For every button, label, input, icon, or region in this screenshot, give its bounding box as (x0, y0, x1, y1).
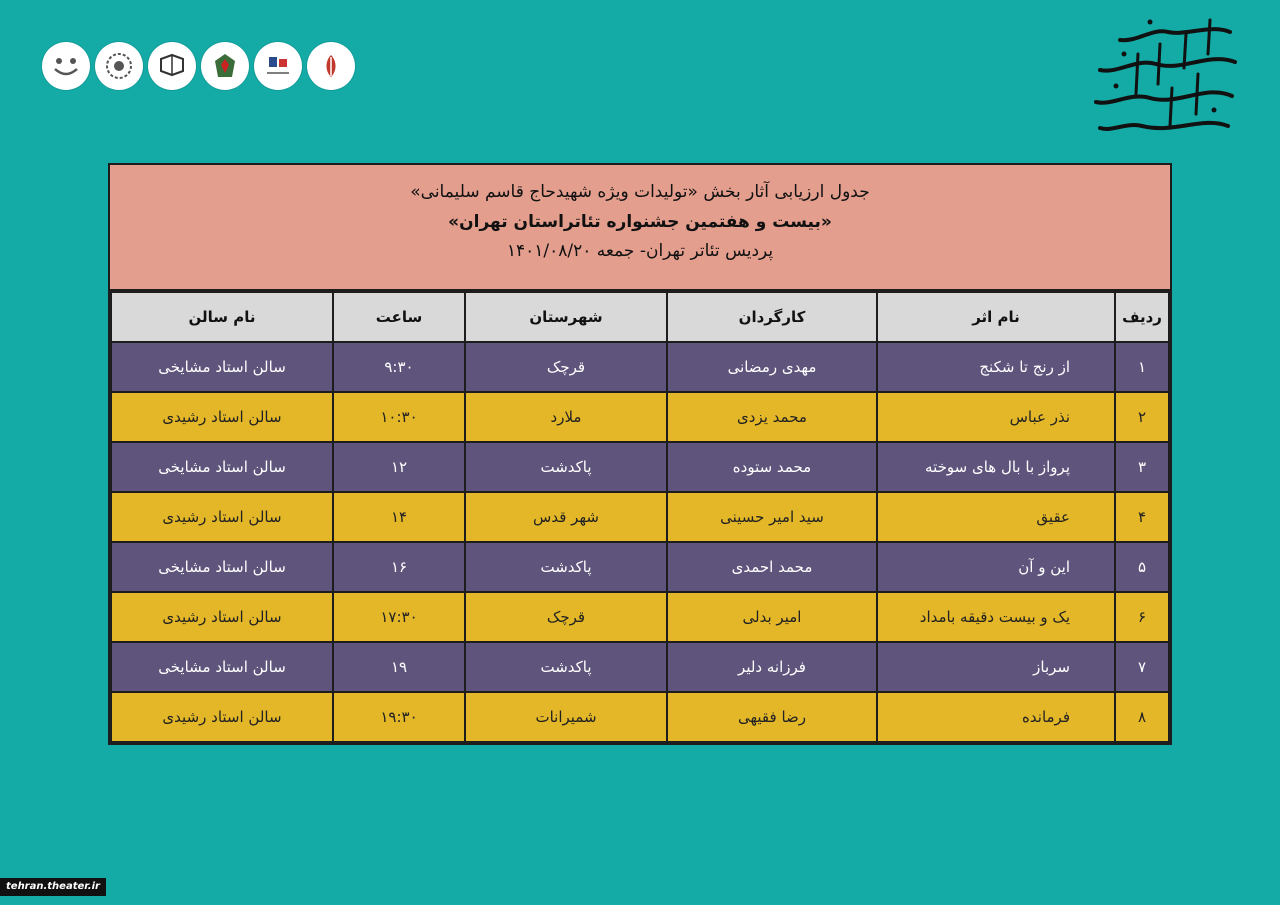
cell-title: سرباز (877, 642, 1115, 692)
table-row (111, 592, 1169, 642)
cell-time: ۱۲ (333, 442, 465, 492)
schedule-sheet (108, 163, 1172, 745)
cell-number: ۶ (1115, 592, 1169, 642)
cell-city: ملارد (465, 392, 667, 442)
cell-director: مهدی رمضانی (667, 342, 877, 392)
column-header-row (111, 292, 1169, 342)
venue-date: پردیس تئاتر تهران- جمعه ۱۴۰۱/۰۸/۲۰ (506, 241, 774, 261)
book-logo-icon (148, 42, 196, 90)
cell-title: از رنج تا شکنج (877, 342, 1115, 392)
cell-title: فرمانده (877, 692, 1115, 742)
cell-director: محمد یزدی (667, 392, 877, 442)
cell-number: ۱ (1115, 342, 1169, 392)
table-row (111, 642, 1169, 692)
cell-city: قرچک (465, 592, 667, 642)
cell-city: پاکدشت (465, 542, 667, 592)
martyrs-logo-icon (201, 42, 249, 90)
cell-title: این و آن (877, 542, 1115, 592)
cell-title: یک و بیست دقیقه بامداد (877, 592, 1115, 642)
cell-title: عقیق (877, 492, 1115, 542)
cell-title: پرواز با بال های سوخته (877, 442, 1115, 492)
site-watermark: tehran.theater.ir (0, 878, 106, 896)
col-header-city: شهرستان (465, 292, 667, 342)
cell-city: پاکدشت (465, 442, 667, 492)
col-header-director: کارگردان (667, 292, 877, 342)
table-row (111, 392, 1169, 442)
cell-number: ۴ (1115, 492, 1169, 542)
cell-number: ۸ (1115, 692, 1169, 742)
col-header-title: نام اثر (877, 292, 1115, 342)
table-row (111, 542, 1169, 592)
theater-masks-logo-icon (42, 42, 90, 90)
cell-director: امیر بدلی (667, 592, 877, 642)
cell-city: قرچک (465, 342, 667, 392)
cell-hall: سالن استاد مشایخی (111, 642, 333, 692)
cell-number: ۷ (1115, 642, 1169, 692)
cell-director: فرزانه دلیر (667, 642, 877, 692)
col-header-hall: نام سالن (111, 292, 333, 342)
cell-number: ۲ (1115, 392, 1169, 442)
tehran-municipality-logo-icon (95, 42, 143, 90)
cell-time: ۱۹:۳۰ (333, 692, 465, 742)
art-center-logo-icon (254, 42, 302, 90)
table-row (111, 692, 1169, 742)
table-header-block (110, 165, 1170, 291)
cell-title: نذر عباس (877, 392, 1115, 442)
cell-director: سید امیر حسینی (667, 492, 877, 542)
schedule-table (110, 291, 1170, 743)
cell-time: ۹:۳۰ (333, 342, 465, 392)
festival-calligraphy-logo (1090, 14, 1240, 139)
cell-hall: سالن استاد رشیدی (111, 592, 333, 642)
cell-hall: سالن استاد رشیدی (111, 492, 333, 542)
table-title: جدول ارزیابی آثار بخش «تولیدات ویژه شهیدحاج قاسم سلیمانی» (410, 182, 870, 202)
cell-director: رضا فقیهی (667, 692, 877, 742)
cell-hall: سالن استاد مشایخی (111, 542, 333, 592)
col-header-number: ردیف (1115, 292, 1169, 342)
cell-director: محمد ستوده (667, 442, 877, 492)
table-row (111, 492, 1169, 542)
cell-number: ۵ (1115, 542, 1169, 592)
cell-hall: سالن استاد مشایخی (111, 442, 333, 492)
festival-title: «بیست و هفتمین جشنواره تئاتراستان تهران» (448, 212, 832, 232)
cell-time: ۱۶ (333, 542, 465, 592)
cell-hall: سالن استاد مشایخی (111, 342, 333, 392)
cell-time: ۱۷:۳۰ (333, 592, 465, 642)
cell-director: محمد احمدی (667, 542, 877, 592)
cell-time: ۱۴ (333, 492, 465, 542)
cell-city: پاکدشت (465, 642, 667, 692)
cell-city: شهر قدس (465, 492, 667, 542)
cell-city: شمیرانات (465, 692, 667, 742)
table-row (111, 342, 1169, 392)
cell-hall: سالن استاد رشیدی (111, 392, 333, 442)
cell-number: ۳ (1115, 442, 1169, 492)
cell-time: ۱۰:۳۰ (333, 392, 465, 442)
sponsor-logos (42, 42, 355, 90)
iran-emblem-logo-icon (307, 42, 355, 90)
col-header-time: ساعت (333, 292, 465, 342)
cell-time: ۱۹ (333, 642, 465, 692)
table-row (111, 442, 1169, 492)
cell-hall: سالن استاد رشیدی (111, 692, 333, 742)
